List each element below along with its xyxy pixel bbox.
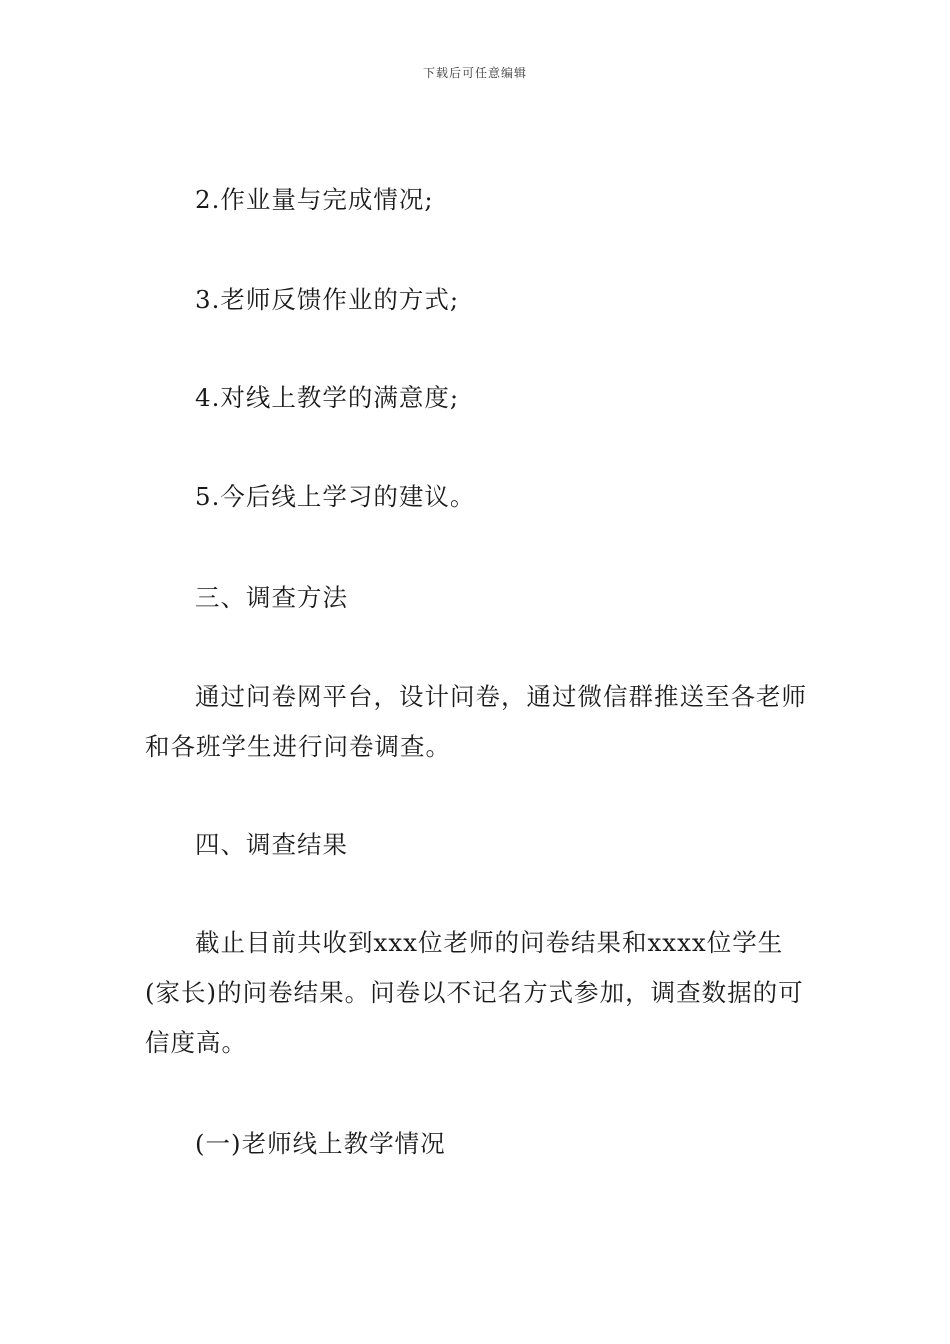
paragraph-survey-method: 通过问卷网平台，设计问卷，通过微信群推送至各老师和各班学生进行问卷调查。: [145, 682, 807, 761]
section-heading-survey-method: 三、调查方法: [195, 583, 348, 612]
page-header-note: 下载后可任意编辑: [422, 66, 527, 80]
section-heading-survey-results: 四、调查结果: [195, 830, 348, 859]
list-item-satisfaction: 4.对线上教学的满意度;: [195, 383, 460, 412]
list-item-homework-amount: 2.作业量与完成情况;: [195, 185, 434, 214]
paragraph-survey-results: 截止目前共收到xxx位老师的问卷结果和xxxx位学生(家长)的问卷结果。问卷以不记名方式参加，调查数据的可信度高。: [145, 928, 804, 1057]
list-item-suggestions: 5.今后线上学习的建议。: [195, 482, 476, 511]
list-item-feedback-method: 3.老师反馈作业的方式;: [195, 285, 460, 314]
subsection-heading-teacher-online-teaching: (一)老师线上教学情况: [195, 1129, 446, 1158]
